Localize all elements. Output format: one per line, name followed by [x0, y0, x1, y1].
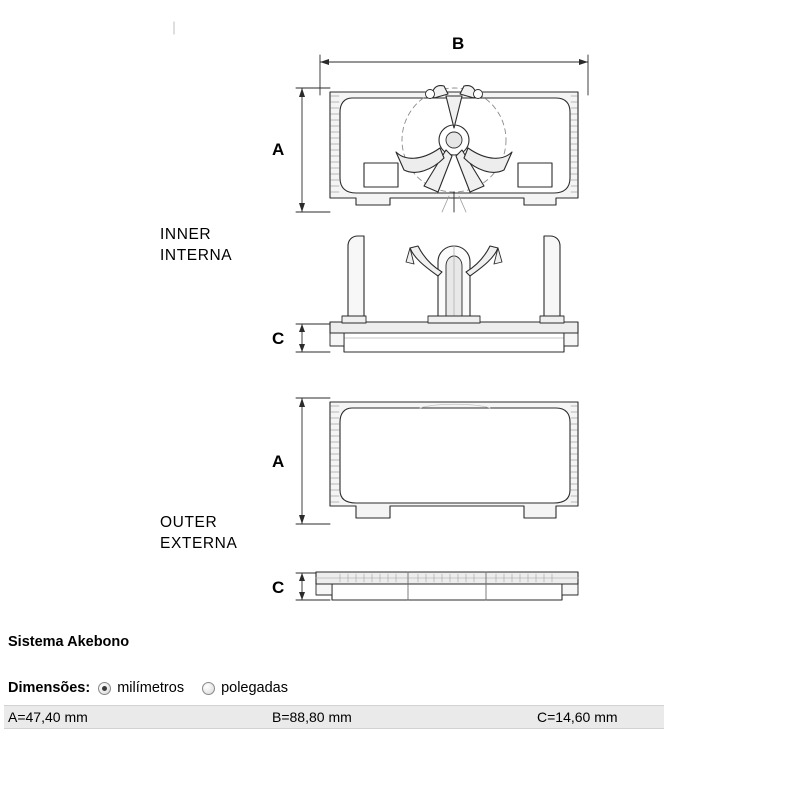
dimension-letter-c-inner: C — [272, 329, 285, 348]
radio-millimeters[interactable] — [98, 682, 111, 695]
label-inner-line1: INNER — [160, 226, 212, 243]
outer-pad-friction-boundary — [340, 408, 570, 503]
outer-pad-section-friction — [332, 584, 562, 600]
dimension-a-inner — [296, 88, 330, 212]
dimension-b-top — [320, 55, 588, 95]
label-outer — [160, 512, 237, 554]
inner-pad-lug-right — [518, 163, 552, 187]
inner-pad-lug-left — [364, 163, 398, 187]
unit-option-inches-label: polegadas — [221, 680, 288, 696]
inner-pad-section-plate — [330, 322, 578, 333]
radio-inches[interactable] — [202, 682, 215, 695]
dimension-letter-a-inner: A — [272, 140, 285, 159]
dimension-letter-c-outer: C — [272, 578, 285, 597]
label-outer-line1: OUTER — [160, 514, 218, 531]
dimension-value-c: C=14,60 mm — [537, 709, 618, 725]
dimension-letter-b: B — [452, 34, 465, 53]
dimension-a-outer — [296, 398, 330, 524]
label-inner — [160, 224, 232, 266]
unit-option-inches[interactable] — [202, 680, 288, 696]
dimensions-label: Dimensões: — [8, 680, 91, 696]
dimension-value-a: A=47,40 mm — [8, 709, 88, 725]
system-name: Sistema Akebono — [8, 634, 130, 650]
dimension-c-inner — [296, 324, 330, 352]
dimensions-unit-selector — [8, 680, 306, 696]
label-inner-line2: INTERNA — [160, 247, 233, 264]
unit-option-millimeters[interactable] — [98, 680, 184, 696]
inner-pad-spring-clip — [342, 236, 564, 323]
dimension-values-bar — [4, 705, 664, 729]
dimension-value-b: B=88,80 mm — [272, 709, 352, 725]
dimension-letter-a-outer: A — [272, 452, 285, 471]
label-outer-line2: EXTERNA — [160, 535, 238, 552]
inner-pad-section-friction — [344, 333, 564, 352]
unit-option-millimeters-label: milímetros — [117, 680, 185, 696]
